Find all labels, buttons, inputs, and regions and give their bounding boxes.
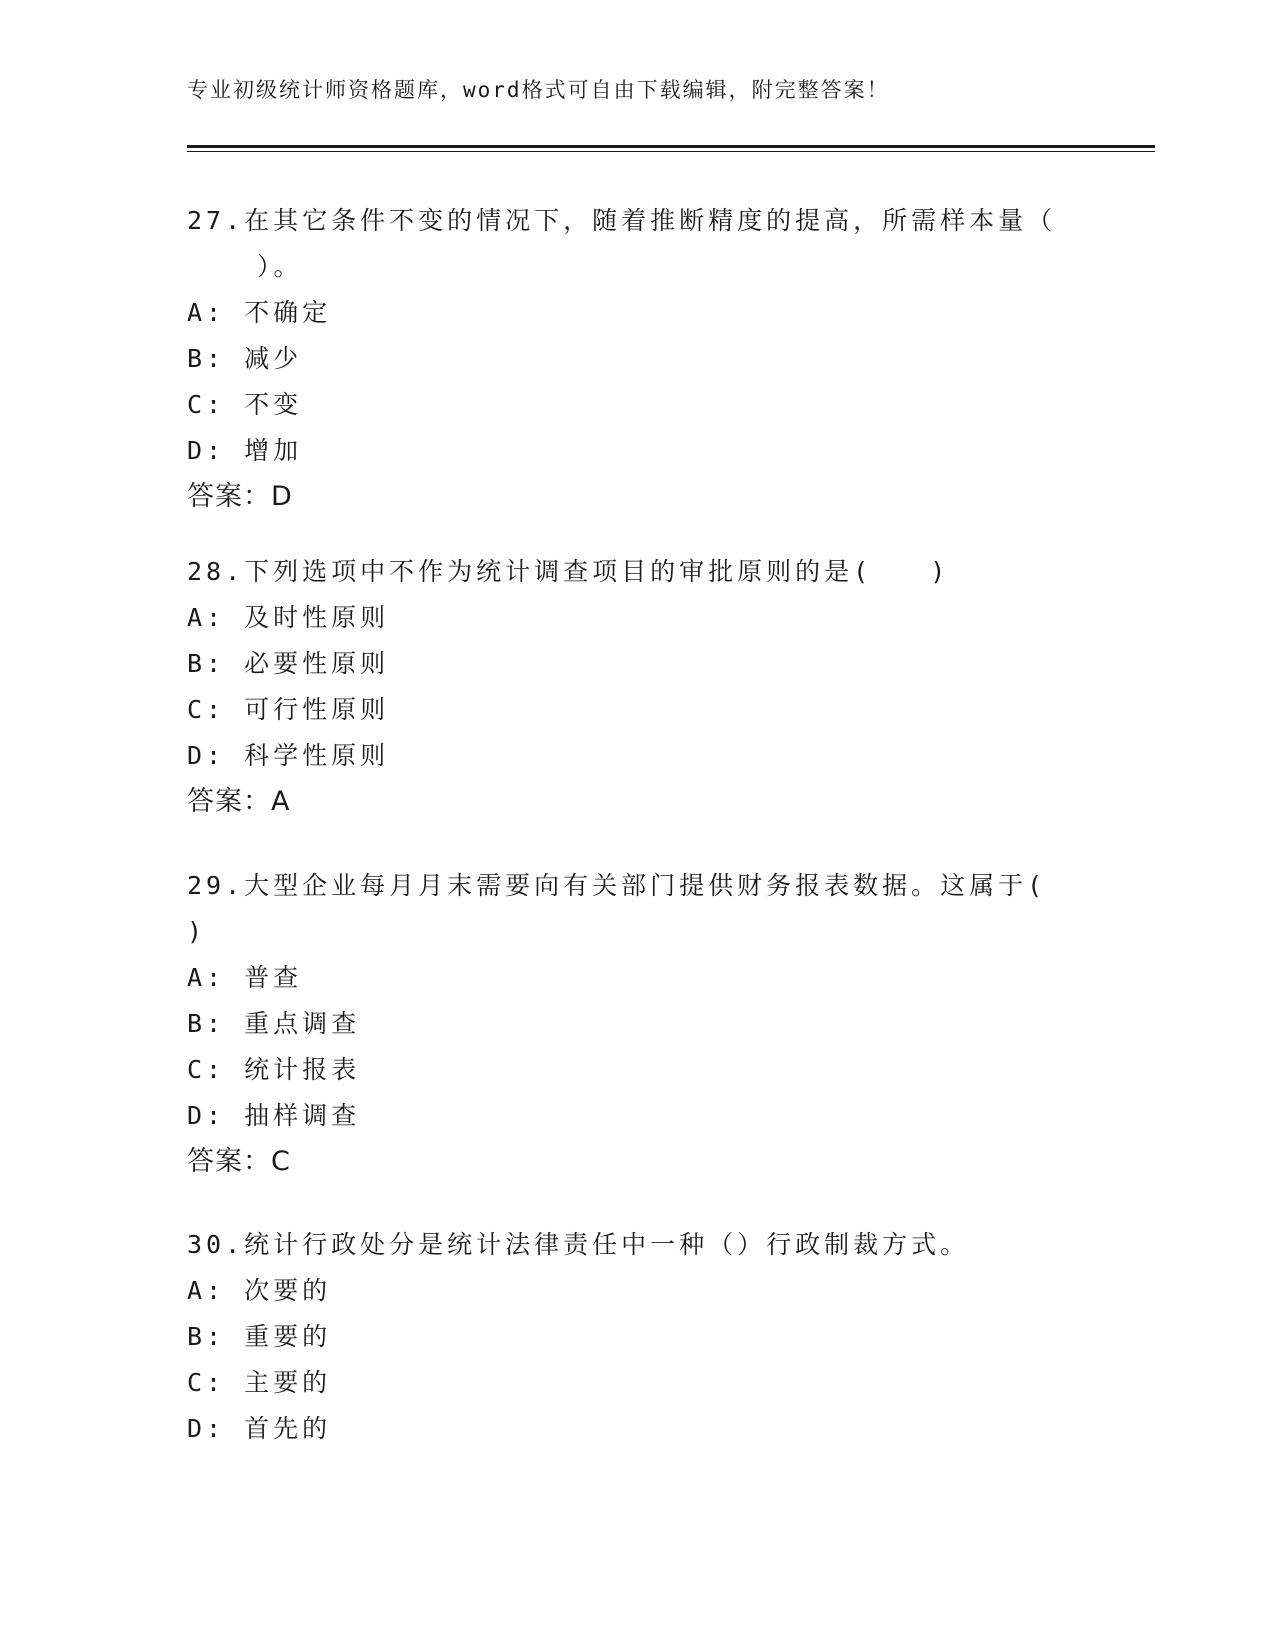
option-a: A: 普查	[187, 963, 303, 992]
question-stem-line-1: 29.大型企业每月月末需要向有关部门提供财务报表数据。这属于(	[187, 871, 1047, 900]
option-b: B: 重点调查	[187, 1009, 361, 1038]
option-a: A: 不确定	[187, 298, 332, 327]
question-stem-line-2: ）。	[257, 252, 303, 281]
option-d: D: 抽样调查	[187, 1101, 361, 1130]
option-b: B: 重要的	[187, 1322, 332, 1351]
option-a: A: 及时性原则	[187, 603, 390, 632]
question-stem	[187, 863, 1087, 955]
question-27	[187, 198, 1087, 520]
option-c: C: 主要的	[187, 1368, 332, 1397]
option-a: A: 次要的	[187, 1276, 332, 1305]
option-d: D: 首先的	[187, 1414, 332, 1443]
option-d: D: 增加	[187, 436, 303, 465]
option-c: C: 不变	[187, 390, 303, 419]
header-rule-thick	[187, 145, 1155, 148]
question-28	[187, 549, 1087, 825]
question-stem	[187, 198, 1087, 290]
answer: 答案：D	[187, 481, 293, 512]
header-rule-thin	[187, 151, 1155, 152]
question-30	[187, 1222, 1087, 1452]
option-b: B: 必要性原则	[187, 649, 390, 678]
answer: 答案：A	[187, 786, 291, 817]
answer: 答案：C	[187, 1146, 291, 1177]
option-d: D: 科学性原则	[187, 741, 390, 770]
question-stem-line-1: 27.在其它条件不变的情况下，随着推断精度的提高，所需样本量（	[187, 206, 1057, 235]
question-stem	[187, 1222, 1087, 1268]
option-b: B: 减少	[187, 344, 303, 373]
question-29	[187, 863, 1087, 1185]
question-stem	[187, 549, 1087, 595]
document-header: 专业初级统计师资格题库，word格式可自由下载编辑，附完整答案！	[187, 78, 890, 102]
option-c: C: 可行性原则	[187, 695, 390, 724]
question-stem-line-1: 28.下列选项中不作为统计调查项目的审批原则的是( )	[187, 557, 950, 586]
option-c: C: 统计报表	[187, 1055, 361, 1084]
question-stem-line-2: )	[187, 917, 207, 946]
question-stem-line-1: 30.统计行政处分是统计法律责任中一种（）行政制裁方式。	[187, 1230, 970, 1259]
